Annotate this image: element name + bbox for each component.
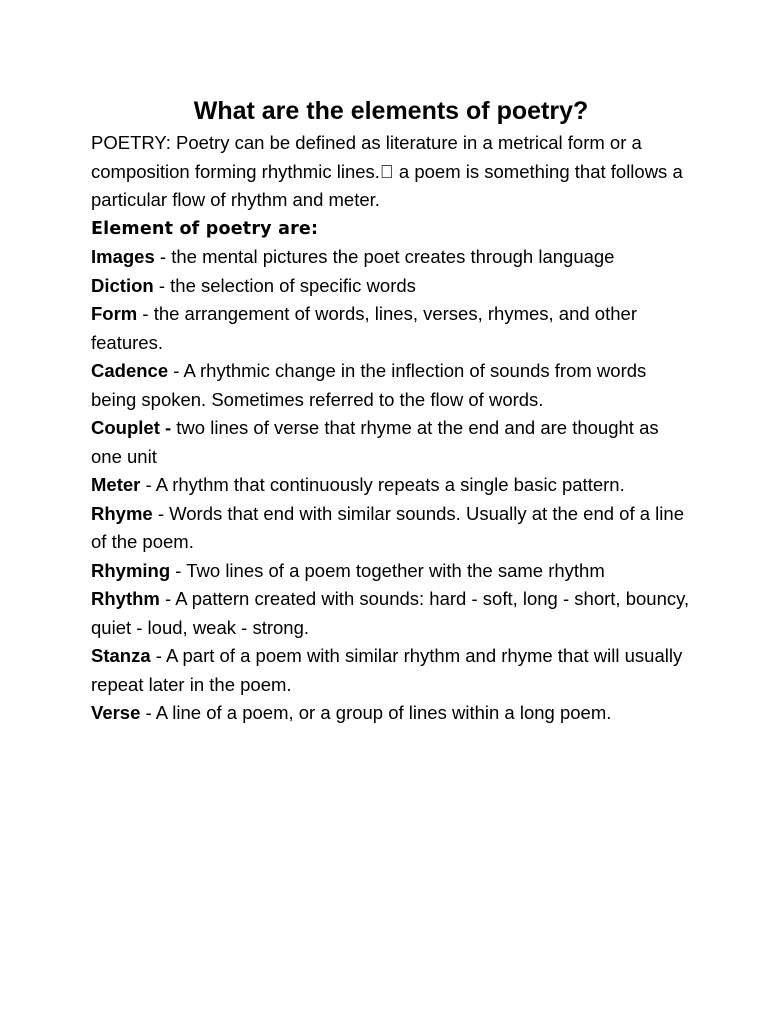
page-title: What are the elements of poetry?: [193, 97, 589, 125]
element-term: Form: [91, 303, 138, 324]
element-entry-rhyme: [91, 500, 691, 557]
element-entry-verse: [91, 699, 691, 728]
element-definition: - A pattern created with sounds: hard - soft, long - short, bouncy, quiet - loud, weak - strong.: [91, 588, 690, 638]
element-entry-diction: [91, 272, 691, 301]
element-entry-cadence: [91, 357, 691, 414]
element-definition: two lines of verse that rhyme at the end and are thought as one unit: [91, 417, 659, 467]
element-definition: - A rhythmic change in the inflection of sounds from words being spoken. Sometimes referred to the flow of words.: [91, 360, 647, 410]
element-term: Stanza: [91, 645, 151, 666]
element-term: Images: [91, 246, 155, 267]
element-term: Couplet -: [91, 417, 172, 438]
element-definition: - A line of a poem, or a group of lines within a long poem.: [140, 702, 612, 723]
element-term: Meter: [91, 474, 141, 495]
elements-subheading: Element of poetry are:: [91, 218, 319, 239]
element-definition: - the arrangement of words, lines, verses, rhymes, and other features.: [91, 303, 637, 353]
element-definition: - A rhythm that continuously repeats a single basic pattern.: [140, 474, 625, 495]
element-term: Rhythm: [91, 588, 160, 609]
document-body: [91, 129, 691, 728]
element-definition: - A part of a poem with similar rhythm and rhyme that will usually repeat later in the poem.: [91, 645, 683, 695]
element-term: Cadence: [91, 360, 169, 381]
element-definition: - Two lines of a poem together with the same rhythm: [170, 559, 605, 581]
element-entry-images: [91, 243, 691, 272]
element-definition: - Words that end with similar sounds. Usually at the end of a line of the poem.: [91, 502, 684, 552]
element-entry-stanza: [91, 642, 691, 699]
element-term: Diction: [91, 274, 154, 296]
element-term: Rhyme: [91, 502, 153, 524]
element-entry-rhythm: [91, 585, 691, 642]
element-entry-form: [91, 300, 691, 357]
element-definition: - the selection of specific words: [153, 274, 416, 296]
element-entry-couplet: [91, 414, 691, 471]
intro-paragraph: [91, 129, 691, 215]
element-definition: - the mental pictures the poet creates through language: [154, 246, 615, 267]
element-term: Rhyming: [91, 559, 171, 581]
element-entry-rhyming: [91, 557, 691, 586]
intro-label: POETRY:: [91, 132, 171, 153]
element-entry-meter: [91, 471, 691, 500]
document-page: [91, 94, 691, 728]
element-term: Verse: [91, 702, 141, 723]
intro-text: Poetry can be defined as literature in a metrical form or a composition forming rhythmic lines.  a poem is something that follows a particular flow of rhythm and meter.: [91, 132, 683, 210]
